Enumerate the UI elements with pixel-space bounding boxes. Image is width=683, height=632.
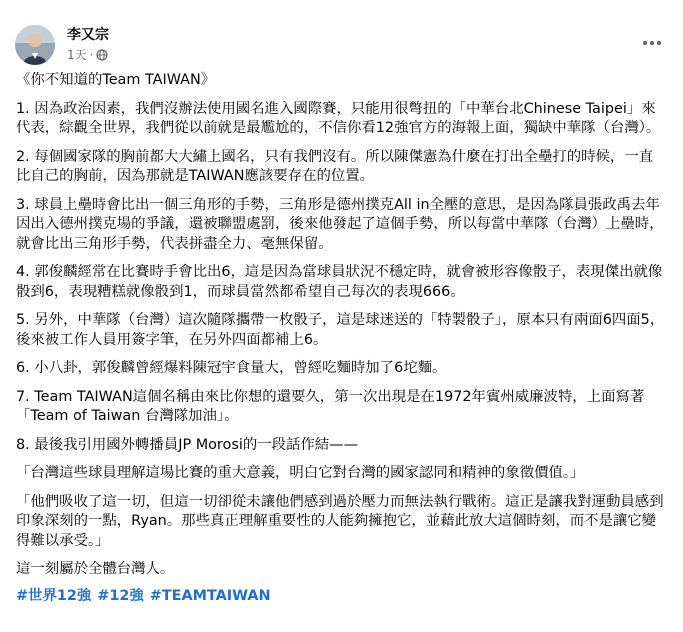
- quote-1: 「台灣這些球員理解這場比賽的重大意義，明白它對台灣的國家認同和精神的象徵價值。」: [16, 465, 585, 481]
- post-title: 《你不知道的Team TAIWAN》: [16, 72, 216, 88]
- more-options-icon[interactable]: [636, 27, 668, 59]
- hashtag-link[interactable]: #世界12強: [16, 587, 92, 604]
- post-time[interactable]: 1天: [67, 48, 87, 62]
- hashtag-link[interactable]: #TEAMTAIWAN: [149, 587, 271, 604]
- paragraph-1: 1. 因為政治因素，我們沒辦法使用國名進入國際賽，只能用很彆扭的「中華台北Chinese Taipei」來代表，綜觀全世界，我們從以前就是最尷尬的，不信你看12強官方的海報上面，獨缺中華隊（台灣）。: [16, 100, 661, 136]
- meta-separator: ·: [89, 48, 94, 62]
- closing-line: 這一刻屬於全體台灣人。: [16, 561, 175, 577]
- quote-2: 「他們吸收了這一切，但這一切卻從未讓他們感到過於壓力而無法執行戰術。這正是讓我對運動員感到印象深刻的一點，Ryan。那些真正理解重要性的人能夠擁抱它，並藉此放大這個時刻，而不是讓它變得難以承受。」: [16, 493, 664, 549]
- post-meta: [67, 47, 108, 63]
- hashtags: [16, 587, 667, 607]
- avatar[interactable]: [15, 25, 55, 65]
- paragraph-3: 3. 球員上壘時會比出一個三角形的手勢，三角形是德州撲克All in全壓的意思，是因為隊員張政禹去年因出入德州撲克場的爭議，還被聯盟處罰，後來他發起了這個手勢，所以每當中華隊（台灣）上壘時，就會比出三角形手勢，代表拼盡全力、毫無保留。: [16, 196, 664, 252]
- paragraph-8: 8. 最後我引用國外轉播員JP Morosi的一段話作結——: [16, 436, 358, 453]
- author-name[interactable]: 李又宗: [67, 27, 109, 43]
- paragraph-5: 5. 另外，中華隊（台灣）這次隨隊攜帶一枚骰子，這是球迷送的「特製骰子」，原本只有兩面6四面5，後來被工作人員用簽字筆，在另外四面都補上6。: [16, 312, 665, 348]
- globe-icon: [96, 49, 108, 61]
- post-header: [15, 25, 668, 69]
- paragraph-6: 6. 小八卦，郭俊麟曾經爆料陳冠宇食量大，曾經吃麵時加了6坨麵。: [16, 360, 447, 376]
- hashtag-link[interactable]: #12強: [97, 587, 144, 604]
- post-body: [16, 71, 667, 606]
- paragraph-4: 4. 郭俊麟經常在比賽時手會比出6，這是因為當球員狀況不穩定時，就會被形容像骰子，表現傑出就像骰到6，表現糟糕就像骰到1，而球員當然都希望自己每次的表現666。: [16, 264, 663, 300]
- paragraph-2: 2. 每個國家隊的胸前都大大繡上國名，只有我們沒有。所以陳傑憲為什麼在打出全壘打的時候，一直比自己的胸前，因為那就是TAIWAN應該要存在的位置。: [16, 148, 654, 184]
- paragraph-7: 7. Team TAIWAN這個名稱由來比你想的還要久，第一次出現是在1972年賓州威廉波特，上面寫著「Team of Taiwan 台灣隊加油」。: [16, 388, 645, 424]
